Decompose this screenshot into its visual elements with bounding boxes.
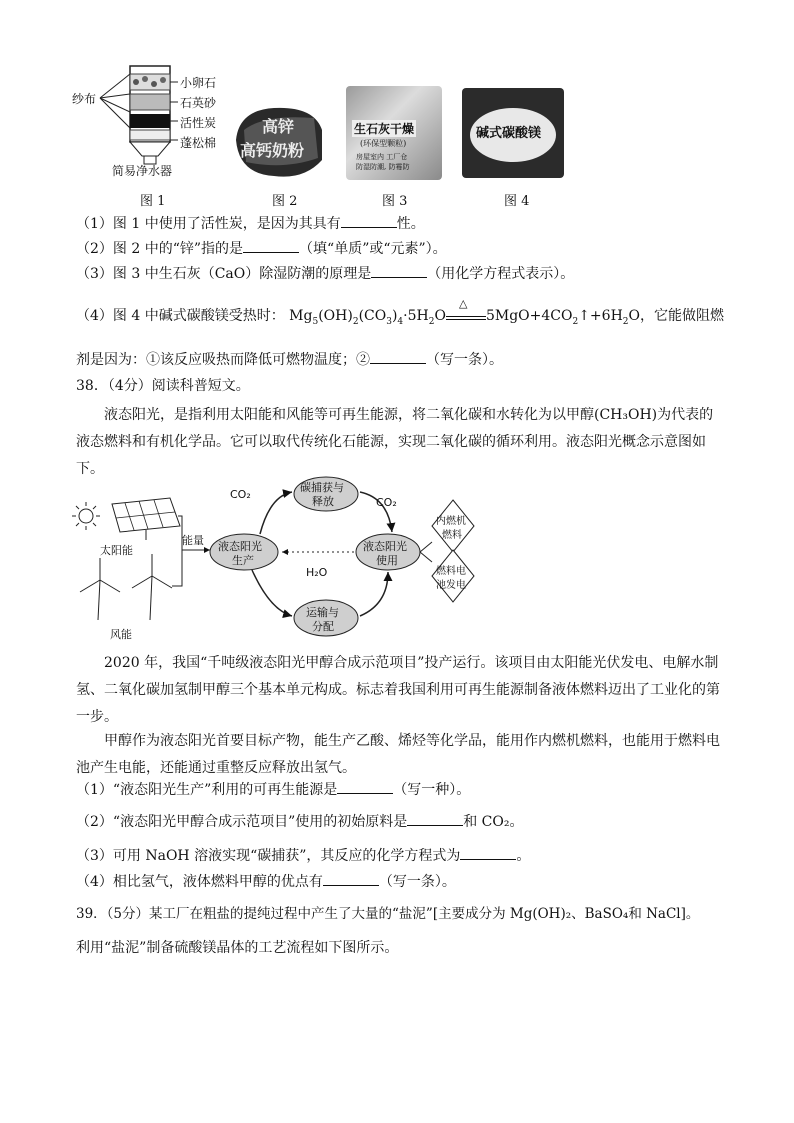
- solar-label: 太阳能: [100, 544, 133, 557]
- q37-item-2: （2）图 2 中的“锌”指的是 （填“单质”或“元素”）。: [76, 241, 447, 257]
- cell-label-1: 燃料电: [436, 566, 466, 577]
- solar-panel-icon: [112, 498, 180, 540]
- produce-label-2: 生产: [232, 554, 254, 567]
- chemical-equation: $Mg_5(OH)_2(CO_3)_4\cdot 5H_2O$ △ $5MgO+4CO_2↑+6H_2O$: [289, 308, 640, 324]
- q39-line-1: 39．（5分）某工厂在粗盐的提纯过程中产生了大量的“盐泥”[主要成分为 Mg(OH)₂、BaSO₄和 NaCl]。: [76, 906, 700, 922]
- q37-item-1: （1）图 1 中使用了活性炭，是因为其具有 性。: [76, 216, 425, 232]
- q38-paragraph-1: 液态阳光，是指利用太阳能和风能等可再生能源，将二氧化碳和水转化为以甲醇(CH₃OH)为代表的液态燃料和有机化学品。它可以取代传统化石能源，实现二氧化碳的循环利用。液态阳光概念示意图如下。: [76, 407, 714, 477]
- gauze-label: 纱布: [72, 92, 97, 106]
- figure-4-magnesium-carbonate-image: [462, 88, 564, 178]
- answer-blank[interactable]: [407, 812, 463, 826]
- q38-item-1: （1）“液态阳光生产”利用的可再生能源是 （写一种）。: [76, 782, 471, 798]
- use-label-1: 液态阳光: [363, 540, 407, 553]
- q38-item-2: （2）“液态阳光甲醇合成示范项目”使用的初始原料是 和 CO₂。: [76, 814, 524, 830]
- cell-label-2: 池发电: [436, 580, 466, 591]
- answer-blank[interactable]: [337, 780, 393, 794]
- wind-turbine-icon: [80, 554, 172, 620]
- transport-label-2: 分配: [312, 620, 334, 633]
- produce-label-1: 液态阳光: [218, 540, 262, 553]
- quicklime-text-4: 防湿防潮, 防霉防: [356, 163, 410, 171]
- q39-line-2: 利用“盐泥”制备硫酸镁晶体的工艺流程如下图所示。: [76, 940, 399, 956]
- liquid-sunshine-diagram: [70, 470, 510, 640]
- q37-item-3: （3）图 3 中生石灰（CaO）除湿防潮的原理是 （用化学方程式表示）。: [76, 266, 575, 282]
- q37-item-4: （4）图 4 中碱式碳酸镁受热时： $Mg_5(OH)_2(CO_3)_4\cdot 5H_2O$ △ $5MgO+4CO_2↑+6H_2O$，它能做阻燃: [76, 306, 724, 332]
- q38-paragraph-2: 2020 年，我国“千吨级液态阳光甲醇合成示范项目”投产运行。该项目由太阳能光伏发电、电解水制氢、二氧化碳加氢制甲醇三个基本单元构成。标志着我国利用可再生能源制备液体燃料迈出了工业化的第一步。: [76, 655, 720, 725]
- co2-left-label: CO₂: [230, 488, 251, 501]
- h2o-label: H₂O: [306, 566, 328, 579]
- q38-title: 38．（4分）阅读科普短文。: [76, 378, 250, 394]
- figure-2-milk-powder-image: [234, 100, 324, 180]
- figure-3-caption: 图 3: [382, 194, 408, 209]
- q38-item-4: （4）相比氢气，液体燃料甲醇的优点有 （写一条）。: [76, 874, 456, 890]
- transport-label-1: 运输与: [306, 606, 339, 619]
- engine-label-1: 内燃机: [436, 516, 466, 527]
- quicklime-text-1: 生石灰干燥: [354, 122, 415, 136]
- figure-2-caption: 图 2: [272, 194, 298, 209]
- answer-blank[interactable]: [323, 872, 379, 886]
- co2-right-label: CO₂: [376, 496, 397, 509]
- pebble-label: 小卵石: [180, 76, 217, 90]
- answer-blank[interactable]: [243, 239, 299, 253]
- figure-3-quicklime-bag-image: [346, 86, 442, 180]
- magnesium-carbonate-label: 碱式碳酸镁: [476, 126, 542, 141]
- milk-powder-text-2: 高钙奶粉: [240, 141, 305, 160]
- figure-1-caption: 图 1: [140, 194, 166, 209]
- answer-blank[interactable]: [341, 214, 397, 228]
- figure-4-caption: 图 4: [504, 194, 530, 209]
- answer-blank[interactable]: [371, 264, 427, 278]
- capture-label-1: 碳捕获与: [300, 481, 344, 494]
- answer-blank[interactable]: [370, 350, 426, 364]
- quicklime-text-2: (环保型颗粒): [360, 139, 407, 148]
- q38-item-3: （3）可用 NaOH 溶液实现“碳捕获”，其反应的化学方程式为 。: [76, 848, 531, 864]
- q37-item-4-continued: 剂是因为：①该反应吸热而降低可燃物温度；② （写一条）。: [76, 352, 503, 368]
- quartz-label: 石英砂: [180, 96, 217, 110]
- heat-symbol: △: [458, 297, 468, 310]
- carbon-label: 活性炭: [180, 116, 217, 130]
- capture-label-2: 释放: [312, 495, 334, 508]
- wind-label: 风能: [110, 628, 132, 641]
- cotton-label: 蓬松棉: [180, 136, 217, 150]
- answer-blank[interactable]: [460, 846, 516, 860]
- energy-label: 能量: [182, 534, 204, 547]
- quicklime-text-3: 房屋室内 工厂仓: [356, 153, 408, 161]
- milk-powder-text-1: 高锌: [262, 117, 295, 136]
- engine-label-2: 燃料: [442, 530, 462, 541]
- use-label-2: 使用: [376, 554, 398, 567]
- purifier-title: 简易净水器: [112, 164, 173, 178]
- q38-paragraph-3: 甲醇作为液态阳光首要目标产物，能生产乙酸、烯烃等化学品，能用作内燃机燃料，也能用于燃料电池产生电能，还能通过重整反应释放出氢气。: [76, 733, 720, 776]
